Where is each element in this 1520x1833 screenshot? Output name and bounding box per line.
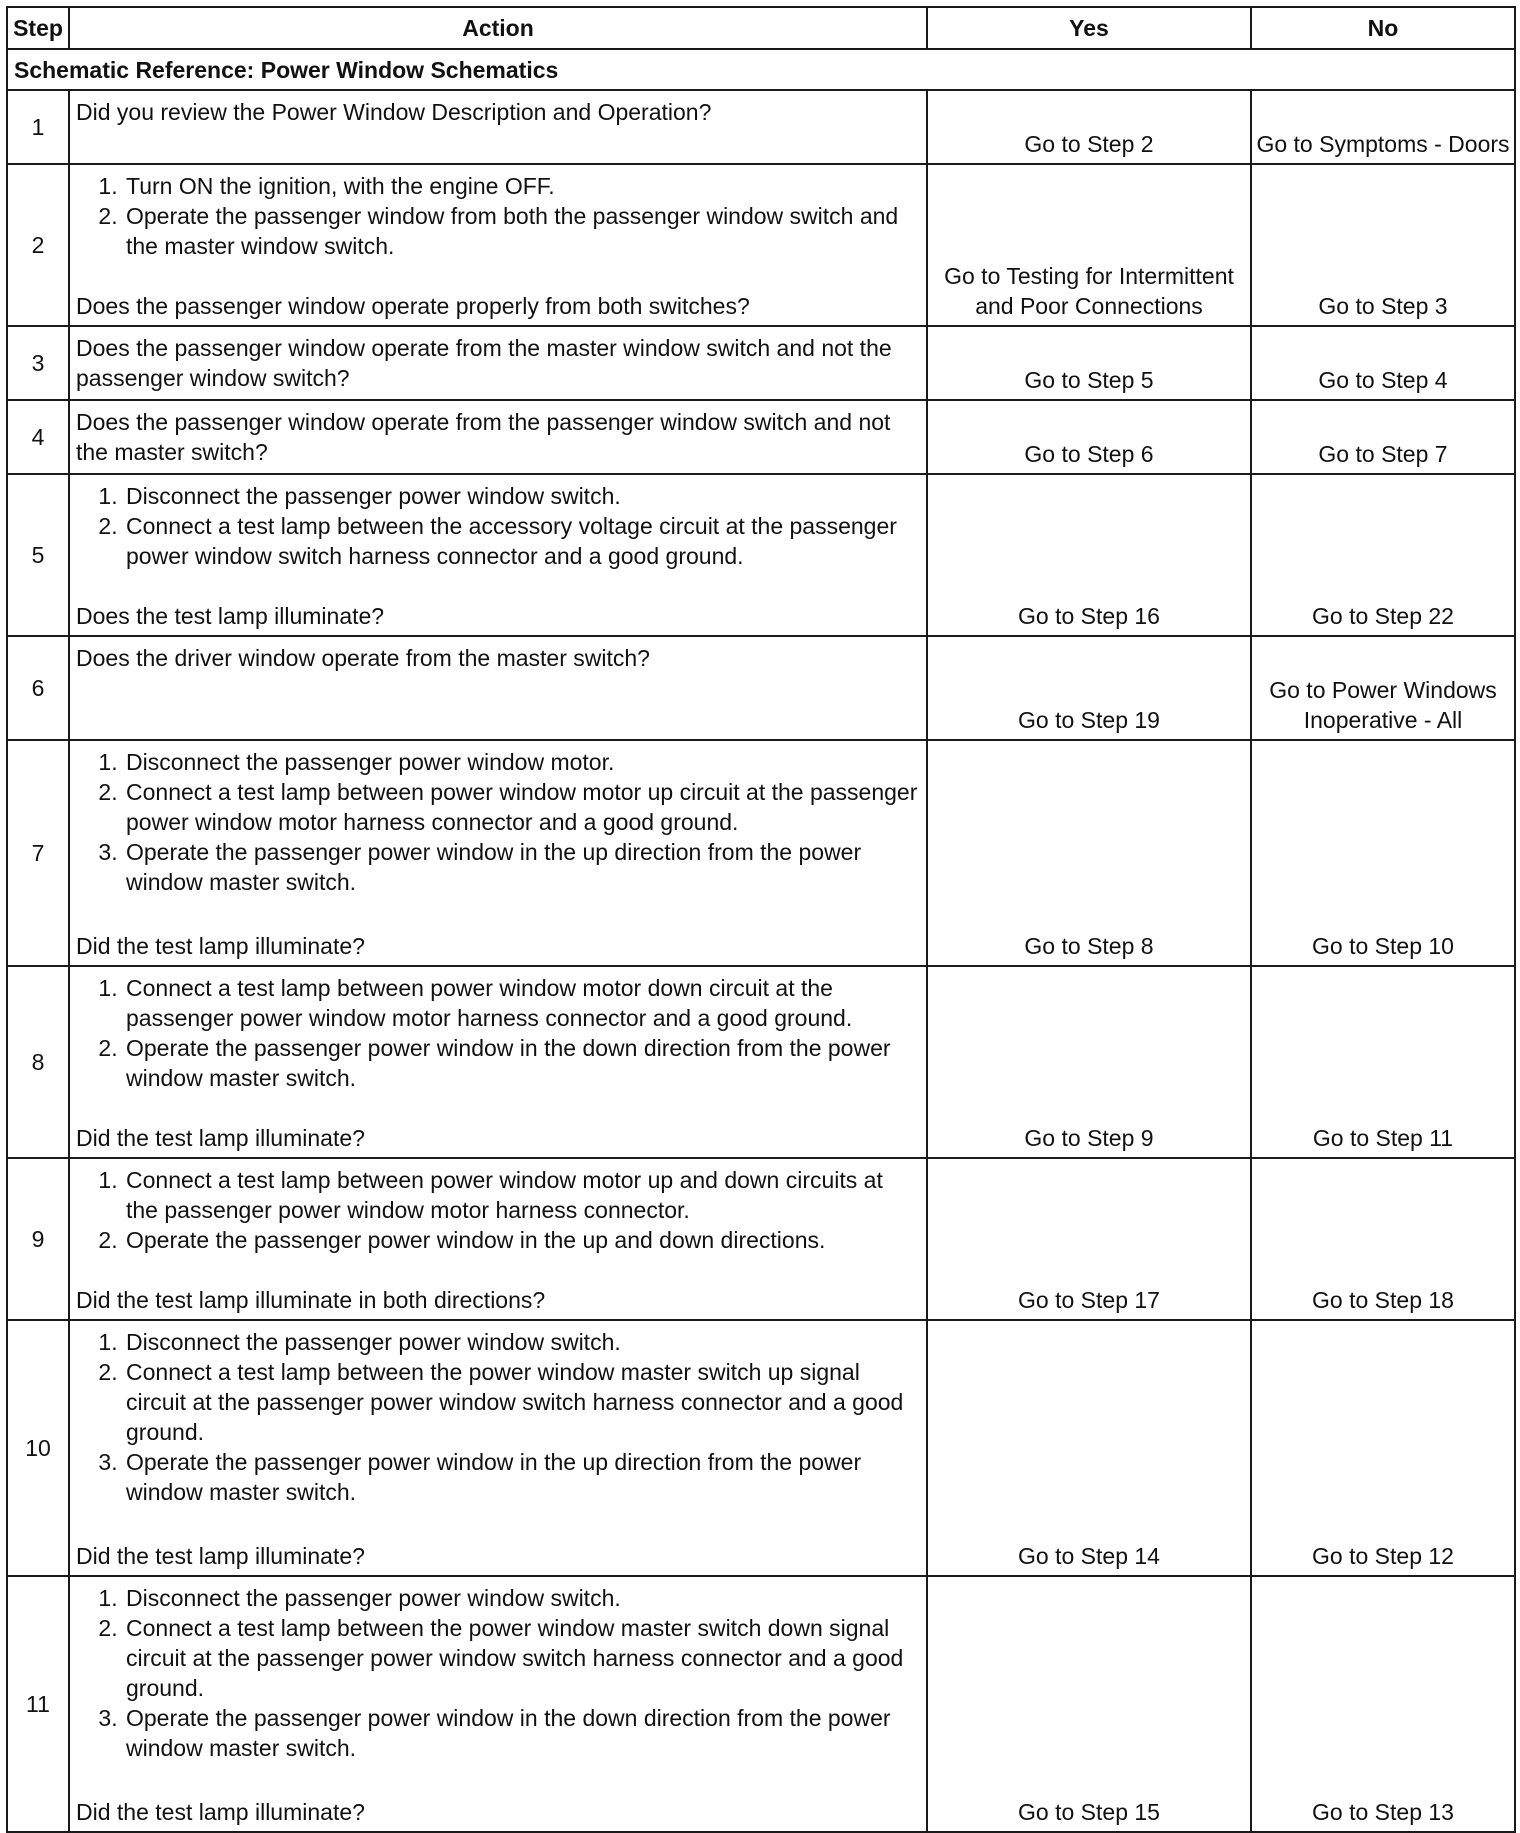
- step-number: 5: [7, 474, 69, 636]
- question-text: Does the passenger window operate from the passenger window switch and not the master switch?: [76, 409, 891, 465]
- substep-list: [76, 171, 920, 261]
- table-row: [7, 966, 1515, 1158]
- action-content: [76, 1165, 920, 1315]
- no-result: [1251, 1576, 1515, 1832]
- action-cell: [69, 90, 927, 164]
- substep-item: 2. Operate the passenger power window in the down direction from the power window master switch.: [124, 1033, 920, 1093]
- action-content: [76, 643, 920, 735]
- action-cell: [69, 326, 927, 400]
- yes-result-text: Go to Testing for Intermittent and Poor Connections: [944, 263, 1234, 319]
- no-result-text: Go to Step 10: [1312, 933, 1454, 959]
- yes-result-text: Go to Step 17: [1018, 1287, 1160, 1313]
- no-result-text: Go to Step 12: [1312, 1543, 1454, 1569]
- question-text: Did the test lamp illuminate?: [76, 1125, 365, 1151]
- substep-item: 2. Connect a test lamp between the power window master switch down signal circuit at the passenger power window switch harness connector and a good ground.: [124, 1613, 920, 1703]
- no-result-text: Go to Power Windows Inoperative - All: [1269, 677, 1497, 733]
- yes-result: [927, 164, 1251, 326]
- table-row: [7, 636, 1515, 740]
- action-content: [76, 481, 920, 631]
- substep-list: [76, 747, 920, 897]
- step-number: 8: [7, 966, 69, 1158]
- no-result-text: Go to Step 3: [1318, 293, 1448, 319]
- table-body: [7, 49, 1515, 1832]
- no-result-text: Go to Step 4: [1318, 367, 1448, 393]
- yes-result-text: Go to Step 9: [1024, 1125, 1154, 1151]
- yes-result-text: Go to Step 2: [1024, 131, 1154, 157]
- yes-result-text: Go to Step 16: [1018, 603, 1160, 629]
- action-cell: [69, 1576, 927, 1832]
- yes-result-text: Go to Step 6: [1024, 441, 1154, 467]
- table-row: [7, 90, 1515, 164]
- no-result: [1251, 740, 1515, 966]
- substep-item: 1. Turn ON the ignition, with the engine OFF.: [124, 171, 920, 201]
- substep-item: 2. Connect a test lamp between the accessory voltage circuit at the passenger power window switch harness connector and a good ground.: [124, 511, 920, 571]
- yes-result: [927, 326, 1251, 400]
- no-result: [1251, 326, 1515, 400]
- yes-result: [927, 1576, 1251, 1832]
- schematic-reference-row: [7, 49, 1515, 90]
- step-number: 10: [7, 1320, 69, 1576]
- step-number: 4: [7, 400, 69, 474]
- table-row: [7, 1158, 1515, 1320]
- action-content: [76, 333, 920, 395]
- action-content: [76, 407, 920, 469]
- substep-item: 1. Disconnect the passenger power window switch.: [124, 1583, 920, 1613]
- header-step: Step: [7, 7, 69, 49]
- table-row: [7, 740, 1515, 966]
- substep-item: 3. Operate the passenger power window in the up direction from the power window master switch.: [124, 1447, 920, 1507]
- step-number: 1: [7, 90, 69, 164]
- yes-result: [927, 636, 1251, 740]
- step-number: 2: [7, 164, 69, 326]
- yes-result: [927, 1158, 1251, 1320]
- no-result-text: Go to Step 11: [1312, 1125, 1454, 1151]
- yes-result: [927, 740, 1251, 966]
- table-row: [7, 164, 1515, 326]
- yes-result-text: Go to Step 14: [1018, 1543, 1160, 1569]
- yes-result: [927, 400, 1251, 474]
- question-text: Does the driver window operate from the master switch?: [76, 645, 650, 671]
- step-number: 3: [7, 326, 69, 400]
- substep-item: 3. Operate the passenger power window in the down direction from the power window master switch.: [124, 1703, 920, 1763]
- table-row: [7, 326, 1515, 400]
- substep-item: 2. Operate the passenger power window in the up and down directions.: [124, 1225, 920, 1255]
- no-result-text: Go to Step 13: [1312, 1799, 1454, 1825]
- action-content: [76, 1583, 920, 1827]
- action-content: [76, 747, 920, 961]
- schematic-reference: Schematic Reference: Power Window Schematics: [7, 49, 1515, 90]
- yes-result-text: Go to Step 19: [1018, 707, 1160, 733]
- step-number: 9: [7, 1158, 69, 1320]
- step-number: 6: [7, 636, 69, 740]
- question-text: Did the test lamp illuminate in both directions?: [76, 1287, 546, 1313]
- action-cell: [69, 164, 927, 326]
- table-row: [7, 1576, 1515, 1832]
- substep-item: 1. Disconnect the passenger power window switch.: [124, 1327, 920, 1357]
- yes-result: [927, 474, 1251, 636]
- table-row: [7, 1320, 1515, 1576]
- yes-result: [927, 966, 1251, 1158]
- substep-list: [76, 1583, 920, 1763]
- yes-result-text: Go to Step 8: [1024, 933, 1154, 959]
- step-number: 7: [7, 740, 69, 966]
- substep-item: 2. Connect a test lamp between the power window master switch up signal circuit at the passenger power window switch harness connector and a good ground.: [124, 1357, 920, 1447]
- yes-result-text: Go to Step 15: [1018, 1799, 1160, 1825]
- yes-result: [927, 90, 1251, 164]
- action-content: [76, 1327, 920, 1571]
- diagnostic-table: [6, 6, 1516, 1833]
- question-text: Does the passenger window operate properly from both switches?: [76, 293, 750, 319]
- no-result: [1251, 474, 1515, 636]
- substep-item: 2. Connect a test lamp between power window motor up circuit at the passenger power window motor harness connector and a good ground.: [124, 777, 920, 837]
- no-result-text: Go to Step 22: [1312, 603, 1454, 629]
- table-row: [7, 474, 1515, 636]
- action-cell: [69, 1158, 927, 1320]
- substep-item: 1. Disconnect the passenger power window motor.: [124, 747, 920, 777]
- no-result: [1251, 90, 1515, 164]
- yes-result-text: Go to Step 5: [1024, 367, 1154, 393]
- action-cell: [69, 400, 927, 474]
- question-text: Does the test lamp illuminate?: [76, 603, 385, 629]
- header-action: Action: [69, 7, 927, 49]
- step-number: 11: [7, 1576, 69, 1832]
- action-content: [76, 171, 920, 321]
- substep-item: 1. Connect a test lamp between power window motor up and down circuits at the passenger power window motor harness connector.: [124, 1165, 920, 1225]
- question-text: Did the test lamp illuminate?: [76, 933, 365, 959]
- action-cell: [69, 740, 927, 966]
- substep-item: 1. Connect a test lamp between power window motor down circuit at the passenger power window motor harness connector and a good ground.: [124, 973, 920, 1033]
- action-content: [76, 973, 920, 1153]
- substep-list: [76, 1327, 920, 1507]
- table-row: [7, 400, 1515, 474]
- question-text: Did the test lamp illuminate?: [76, 1543, 365, 1569]
- header-yes: Yes: [927, 7, 1251, 49]
- no-result: [1251, 1158, 1515, 1320]
- substep-item: 1. Disconnect the passenger power window switch.: [124, 481, 920, 511]
- substep-list: [76, 973, 920, 1093]
- no-result-text: Go to Step 7: [1318, 441, 1448, 467]
- question-text: Did the test lamp illuminate?: [76, 1799, 365, 1825]
- no-result: [1251, 164, 1515, 326]
- substep-list: [76, 481, 920, 571]
- action-content: [76, 97, 920, 159]
- action-cell: [69, 966, 927, 1158]
- header-row: [7, 7, 1515, 49]
- question-text: Does the passenger window operate from the master window switch and not the passenger window switch?: [76, 335, 892, 391]
- action-cell: [69, 1320, 927, 1576]
- substep-list: [76, 1165, 920, 1255]
- action-cell: [69, 636, 927, 740]
- action-cell: [69, 474, 927, 636]
- substep-item: 3. Operate the passenger power window in the up direction from the power window master switch.: [124, 837, 920, 897]
- substep-item: 2. Operate the passenger window from both the passenger window switch and the master window switch.: [124, 201, 920, 261]
- yes-result: [927, 1320, 1251, 1576]
- no-result: [1251, 1320, 1515, 1576]
- question-text: Did you review the Power Window Description and Operation?: [76, 99, 712, 125]
- no-result-text: Go to Symptoms - Doors: [1256, 131, 1510, 157]
- no-result: [1251, 636, 1515, 740]
- header-no: No: [1251, 7, 1515, 49]
- no-result: [1251, 966, 1515, 1158]
- no-result: [1251, 400, 1515, 474]
- no-result-text: Go to Step 18: [1312, 1287, 1454, 1313]
